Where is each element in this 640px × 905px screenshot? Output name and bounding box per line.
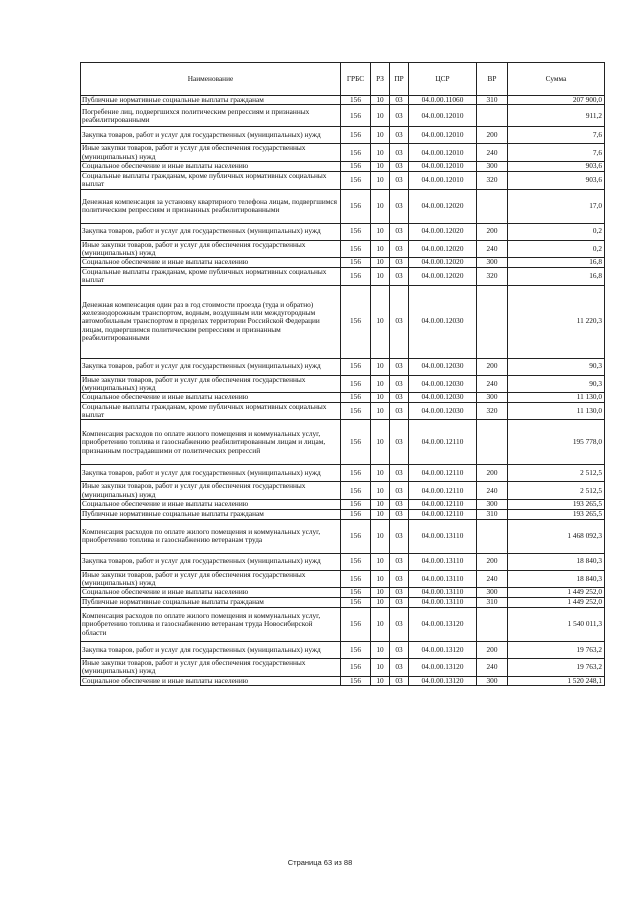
row-rz-cell: 10 — [371, 375, 390, 393]
row-name-cell: Публичные нормативные социальные выплаты гражданам — [81, 509, 341, 519]
row-name-cell: Денежная компенсация за установку квартирного телефона лицам, подвергшимся политическим репрессиям и признанных реабилитированными — [81, 189, 341, 223]
row-grbs-cell: 156 — [341, 96, 371, 105]
row-sum-cell: 0,2 — [508, 223, 605, 240]
table-row — [81, 171, 605, 189]
row-grbs-cell: 156 — [341, 171, 371, 189]
row-sum-cell: 1 449 252,0 — [508, 588, 605, 597]
row-rz-cell: 10 — [371, 358, 390, 375]
row-name-cell: Иные закупки товаров, работ и услуг для обеспечения государственных (муниципальных) нужд — [81, 570, 341, 588]
row-grbs-cell: 156 — [341, 465, 371, 482]
row-grbs-cell: 156 — [341, 223, 371, 240]
row-name-cell: Закупка товаров, работ и услуг для государственных (муниципальных) нужд — [81, 127, 341, 144]
row-vr-cell — [477, 607, 508, 641]
row-pr-cell: 03 — [390, 420, 409, 465]
row-vr-cell — [477, 285, 508, 358]
row-vr-cell: 240 — [477, 144, 508, 162]
header-name: Наименование — [81, 63, 341, 96]
row-name-cell: Закупка товаров, работ и услуг для государственных (муниципальных) нужд — [81, 223, 341, 240]
row-vr-cell — [477, 105, 508, 127]
row-csr-cell: 04.0.00.13110 — [409, 519, 477, 553]
row-grbs-cell: 156 — [341, 162, 371, 171]
table-body — [81, 96, 605, 686]
row-rz-cell: 10 — [371, 570, 390, 588]
row-rz-cell: 10 — [371, 553, 390, 570]
row-rz-cell: 10 — [371, 597, 390, 607]
table-row — [81, 144, 605, 162]
row-pr-cell: 03 — [390, 588, 409, 597]
row-name-cell: Публичные нормативные социальные выплаты гражданам — [81, 96, 341, 105]
row-csr-cell: 04.0.00.13110 — [409, 597, 477, 607]
row-rz-cell: 10 — [371, 223, 390, 240]
row-name-cell: Социальное обеспечение и иные выплаты населению — [81, 676, 341, 685]
row-vr-cell: 200 — [477, 641, 508, 658]
row-grbs-cell: 156 — [341, 607, 371, 641]
row-vr-cell: 300 — [477, 500, 508, 509]
row-rz-cell: 10 — [371, 420, 390, 465]
row-sum-cell: 90,3 — [508, 358, 605, 375]
row-vr-cell: 200 — [477, 358, 508, 375]
table-row — [81, 258, 605, 267]
row-pr-cell: 03 — [390, 465, 409, 482]
row-sum-cell: 207 900,0 — [508, 96, 605, 105]
row-grbs-cell: 156 — [341, 240, 371, 258]
row-pr-cell: 03 — [390, 641, 409, 658]
row-csr-cell: 04.0.00.12020 — [409, 223, 477, 240]
row-csr-cell: 04.0.00.12110 — [409, 509, 477, 519]
table-row — [81, 500, 605, 509]
row-vr-cell — [477, 519, 508, 553]
table-row — [81, 267, 605, 285]
row-sum-cell: 1 449 252,0 — [508, 597, 605, 607]
row-sum-cell: 18 840,3 — [508, 553, 605, 570]
row-sum-cell: 18 840,3 — [508, 570, 605, 588]
row-pr-cell: 03 — [390, 258, 409, 267]
row-rz-cell: 10 — [371, 658, 390, 676]
row-pr-cell: 03 — [390, 509, 409, 519]
row-vr-cell: 300 — [477, 393, 508, 402]
row-pr-cell: 03 — [390, 597, 409, 607]
row-vr-cell — [477, 189, 508, 223]
row-grbs-cell: 156 — [341, 127, 371, 144]
table-row — [81, 127, 605, 144]
row-sum-cell: 2 512,5 — [508, 482, 605, 500]
row-rz-cell: 10 — [371, 267, 390, 285]
row-csr-cell: 04.0.00.12010 — [409, 171, 477, 189]
row-grbs-cell: 156 — [341, 658, 371, 676]
table-row — [81, 597, 605, 607]
row-vr-cell: 310 — [477, 597, 508, 607]
row-name-cell: Иные закупки товаров, работ и услуг для обеспечения государственных (муниципальных) нужд — [81, 240, 341, 258]
row-pr-cell: 03 — [390, 127, 409, 144]
row-vr-cell: 240 — [477, 658, 508, 676]
row-csr-cell: 04.0.00.12110 — [409, 465, 477, 482]
row-grbs-cell: 156 — [341, 393, 371, 402]
row-name-cell: Иные закупки товаров, работ и услуг для обеспечения государственных (муниципальных) нужд — [81, 144, 341, 162]
row-csr-cell: 04.0.00.12020 — [409, 240, 477, 258]
row-name-cell: Закупка товаров, работ и услуг для государственных (муниципальных) нужд — [81, 553, 341, 570]
row-grbs-cell: 156 — [341, 588, 371, 597]
row-rz-cell: 10 — [371, 607, 390, 641]
row-vr-cell: 320 — [477, 171, 508, 189]
table-row — [81, 223, 605, 240]
row-pr-cell: 03 — [390, 553, 409, 570]
row-csr-cell: 04.0.00.12010 — [409, 105, 477, 127]
table-row — [81, 641, 605, 658]
row-name-cell: Социальные выплаты гражданам, кроме публичных нормативных социальных выплат — [81, 267, 341, 285]
row-pr-cell: 03 — [390, 96, 409, 105]
row-rz-cell: 10 — [371, 144, 390, 162]
table-row — [81, 607, 605, 641]
table-row — [81, 465, 605, 482]
row-pr-cell: 03 — [390, 500, 409, 509]
row-sum-cell: 193 265,5 — [508, 509, 605, 519]
row-vr-cell: 240 — [477, 482, 508, 500]
row-csr-cell: 04.0.00.12030 — [409, 285, 477, 358]
row-rz-cell: 10 — [371, 509, 390, 519]
row-name-cell: Иные закупки товаров, работ и услуг для обеспечения государственных (муниципальных) нужд — [81, 658, 341, 676]
row-grbs-cell: 156 — [341, 267, 371, 285]
row-pr-cell: 03 — [390, 240, 409, 258]
row-sum-cell: 193 265,5 — [508, 500, 605, 509]
row-sum-cell: 19 763,2 — [508, 641, 605, 658]
row-sum-cell: 19 763,2 — [508, 658, 605, 676]
row-vr-cell: 240 — [477, 375, 508, 393]
row-grbs-cell: 156 — [341, 375, 371, 393]
row-pr-cell: 03 — [390, 189, 409, 223]
row-grbs-cell: 156 — [341, 500, 371, 509]
row-grbs-cell: 156 — [341, 509, 371, 519]
row-vr-cell: 320 — [477, 402, 508, 420]
row-sum-cell: 903,6 — [508, 171, 605, 189]
row-sum-cell: 2 512,5 — [508, 465, 605, 482]
row-pr-cell: 03 — [390, 375, 409, 393]
row-csr-cell: 04.0.00.11060 — [409, 96, 477, 105]
row-rz-cell: 10 — [371, 96, 390, 105]
header-sum: Сумма — [508, 63, 605, 96]
row-sum-cell: 7,6 — [508, 144, 605, 162]
table-row — [81, 420, 605, 465]
row-name-cell: Социальные выплаты гражданам, кроме публичных нормативных социальных выплат — [81, 402, 341, 420]
row-sum-cell: 17,0 — [508, 189, 605, 223]
row-csr-cell: 04.0.00.13110 — [409, 553, 477, 570]
row-name-cell: Социальное обеспечение и иные выплаты населению — [81, 500, 341, 509]
row-grbs-cell: 156 — [341, 358, 371, 375]
table-row — [81, 519, 605, 553]
row-rz-cell: 10 — [371, 519, 390, 553]
row-rz-cell: 10 — [371, 189, 390, 223]
row-csr-cell: 04.0.00.12030 — [409, 358, 477, 375]
row-grbs-cell: 156 — [341, 519, 371, 553]
row-sum-cell: 11 130,0 — [508, 393, 605, 402]
row-name-cell: Компенсация расходов по оплате жилого помещения и коммунальных услуг, приобретению топлива и газоснабжению ветеранам труда — [81, 519, 341, 553]
row-csr-cell: 04.0.00.12020 — [409, 267, 477, 285]
row-name-cell: Денежная компенсация один раз в год стоимости проезда (туда и обратно) железнодорожным транспортом, водным, воздушным или междугородным автомобильным транспортом в пределах территории Российской Федерации лицам, подвергшимся политическим репрессиям и признанным реабилитированными — [81, 285, 341, 358]
row-name-cell: Социальные выплаты гражданам, кроме публичных нормативных социальных выплат — [81, 171, 341, 189]
row-sum-cell: 11 220,3 — [508, 285, 605, 358]
table-row — [81, 588, 605, 597]
row-vr-cell — [477, 420, 508, 465]
row-rz-cell: 10 — [371, 402, 390, 420]
row-grbs-cell: 156 — [341, 105, 371, 127]
budget-table — [80, 62, 605, 686]
row-rz-cell: 10 — [371, 500, 390, 509]
row-rz-cell: 10 — [371, 482, 390, 500]
table-row — [81, 162, 605, 171]
table-row — [81, 402, 605, 420]
row-csr-cell: 04.0.00.12110 — [409, 482, 477, 500]
row-rz-cell: 10 — [371, 641, 390, 658]
row-grbs-cell: 156 — [341, 553, 371, 570]
table-row — [81, 285, 605, 358]
table-row — [81, 482, 605, 500]
row-sum-cell: 11 130,0 — [508, 402, 605, 420]
row-sum-cell: 1 540 011,3 — [508, 607, 605, 641]
row-pr-cell: 03 — [390, 358, 409, 375]
row-grbs-cell: 156 — [341, 258, 371, 267]
header-csr: ЦСР — [409, 63, 477, 96]
row-rz-cell: 10 — [371, 465, 390, 482]
row-csr-cell: 04.0.00.13120 — [409, 641, 477, 658]
row-csr-cell: 04.0.00.12010 — [409, 144, 477, 162]
row-sum-cell: 16,8 — [508, 267, 605, 285]
row-pr-cell: 03 — [390, 570, 409, 588]
row-csr-cell: 04.0.00.13120 — [409, 607, 477, 641]
row-csr-cell: 04.0.00.12030 — [409, 375, 477, 393]
row-rz-cell: 10 — [371, 240, 390, 258]
header-pr: ПР — [390, 63, 409, 96]
row-name-cell: Иные закупки товаров, работ и услуг для обеспечения государственных (муниципальных) нужд — [81, 375, 341, 393]
row-rz-cell: 10 — [371, 393, 390, 402]
row-name-cell: Иные закупки товаров, работ и услуг для обеспечения государственных (муниципальных) нужд — [81, 482, 341, 500]
row-sum-cell: 195 778,0 — [508, 420, 605, 465]
table-row — [81, 676, 605, 685]
row-pr-cell: 03 — [390, 162, 409, 171]
row-grbs-cell: 156 — [341, 189, 371, 223]
table-row — [81, 658, 605, 676]
row-pr-cell: 03 — [390, 393, 409, 402]
row-csr-cell: 04.0.00.12030 — [409, 393, 477, 402]
row-sum-cell: 903,6 — [508, 162, 605, 171]
row-vr-cell: 240 — [477, 240, 508, 258]
row-vr-cell: 310 — [477, 96, 508, 105]
row-pr-cell: 03 — [390, 402, 409, 420]
table-row — [81, 105, 605, 127]
row-sum-cell: 16,8 — [508, 258, 605, 267]
row-grbs-cell: 156 — [341, 641, 371, 658]
row-csr-cell: 04.0.00.13110 — [409, 588, 477, 597]
row-vr-cell: 200 — [477, 223, 508, 240]
table-row — [81, 240, 605, 258]
header-grbs: ГРБС — [341, 63, 371, 96]
row-vr-cell: 300 — [477, 258, 508, 267]
row-name-cell: Закупка товаров, работ и услуг для государственных (муниципальных) нужд — [81, 358, 341, 375]
row-rz-cell: 10 — [371, 676, 390, 685]
row-sum-cell: 1 468 092,3 — [508, 519, 605, 553]
row-pr-cell: 03 — [390, 267, 409, 285]
row-name-cell: Социальное обеспечение и иные выплаты населению — [81, 393, 341, 402]
row-rz-cell: 10 — [371, 258, 390, 267]
row-name-cell: Компенсация расходов по оплате жилого помещения и коммунальных услуг, приобретению топлива и газоснабжению ветеранам труда Новосибирской области — [81, 607, 341, 641]
row-name-cell: Социальное обеспечение и иные выплаты населению — [81, 588, 341, 597]
table-header-row — [81, 63, 605, 96]
row-pr-cell: 03 — [390, 519, 409, 553]
table-row — [81, 375, 605, 393]
row-name-cell: Социальное обеспечение и иные выплаты населению — [81, 258, 341, 267]
row-rz-cell: 10 — [371, 127, 390, 144]
row-name-cell: Публичные нормативные социальные выплаты гражданам — [81, 597, 341, 607]
page-number: Страница 63 из 88 — [287, 858, 353, 867]
row-vr-cell: 200 — [477, 553, 508, 570]
row-pr-cell: 03 — [390, 171, 409, 189]
row-vr-cell: 320 — [477, 267, 508, 285]
row-csr-cell: 04.0.00.12020 — [409, 189, 477, 223]
row-vr-cell: 240 — [477, 570, 508, 588]
row-vr-cell: 200 — [477, 465, 508, 482]
row-sum-cell: 0,2 — [508, 240, 605, 258]
row-pr-cell: 03 — [390, 144, 409, 162]
row-sum-cell: 1 520 248,1 — [508, 676, 605, 685]
row-csr-cell: 04.0.00.13120 — [409, 658, 477, 676]
row-pr-cell: 03 — [390, 105, 409, 127]
row-vr-cell: 300 — [477, 676, 508, 685]
row-pr-cell: 03 — [390, 658, 409, 676]
row-csr-cell: 04.0.00.12020 — [409, 258, 477, 267]
row-vr-cell: 300 — [477, 162, 508, 171]
table-row — [81, 570, 605, 588]
row-name-cell: Социальное обеспечение и иные выплаты населению — [81, 162, 341, 171]
row-vr-cell: 200 — [477, 127, 508, 144]
row-grbs-cell: 156 — [341, 402, 371, 420]
row-rz-cell: 10 — [371, 588, 390, 597]
row-name-cell: Погребение лиц, подвергшихся политическим репрессиям и признанных реабилитированными — [81, 105, 341, 127]
table-row — [81, 393, 605, 402]
row-name-cell: Закупка товаров, работ и услуг для государственных (муниципальных) нужд — [81, 641, 341, 658]
row-pr-cell: 03 — [390, 676, 409, 685]
row-pr-cell: 03 — [390, 285, 409, 358]
row-csr-cell: 04.0.00.12110 — [409, 420, 477, 465]
table-row — [81, 189, 605, 223]
row-grbs-cell: 156 — [341, 676, 371, 685]
header-vr: ВР — [477, 63, 508, 96]
row-sum-cell: 911,2 — [508, 105, 605, 127]
row-rz-cell: 10 — [371, 162, 390, 171]
row-csr-cell: 04.0.00.12030 — [409, 402, 477, 420]
row-csr-cell: 04.0.00.13110 — [409, 570, 477, 588]
row-csr-cell: 04.0.00.12010 — [409, 162, 477, 171]
row-grbs-cell: 156 — [341, 420, 371, 465]
row-grbs-cell: 156 — [341, 482, 371, 500]
table-row — [81, 358, 605, 375]
row-csr-cell: 04.0.00.13120 — [409, 676, 477, 685]
row-grbs-cell: 156 — [341, 285, 371, 358]
row-rz-cell: 10 — [371, 105, 390, 127]
table-row — [81, 96, 605, 105]
row-grbs-cell: 156 — [341, 570, 371, 588]
row-rz-cell: 10 — [371, 171, 390, 189]
row-pr-cell: 03 — [390, 223, 409, 240]
row-vr-cell: 310 — [477, 509, 508, 519]
table-row — [81, 553, 605, 570]
row-vr-cell: 300 — [477, 588, 508, 597]
row-name-cell: Закупка товаров, работ и услуг для государственных (муниципальных) нужд — [81, 465, 341, 482]
row-grbs-cell: 156 — [341, 144, 371, 162]
row-csr-cell: 04.0.00.12110 — [409, 500, 477, 509]
row-pr-cell: 03 — [390, 482, 409, 500]
row-csr-cell: 04.0.00.12010 — [409, 127, 477, 144]
row-sum-cell: 7,6 — [508, 127, 605, 144]
table-row — [81, 509, 605, 519]
row-grbs-cell: 156 — [341, 597, 371, 607]
row-name-cell: Компенсация расходов по оплате жилого помещения и коммунальных услуг, приобретению топлива и газоснабжению реабилитированным лицам и лицам, признанным пострадавшими от политических репрессий — [81, 420, 341, 465]
row-rz-cell: 10 — [371, 285, 390, 358]
row-sum-cell: 90,3 — [508, 375, 605, 393]
header-rz: РЗ — [371, 63, 390, 96]
row-pr-cell: 03 — [390, 607, 409, 641]
